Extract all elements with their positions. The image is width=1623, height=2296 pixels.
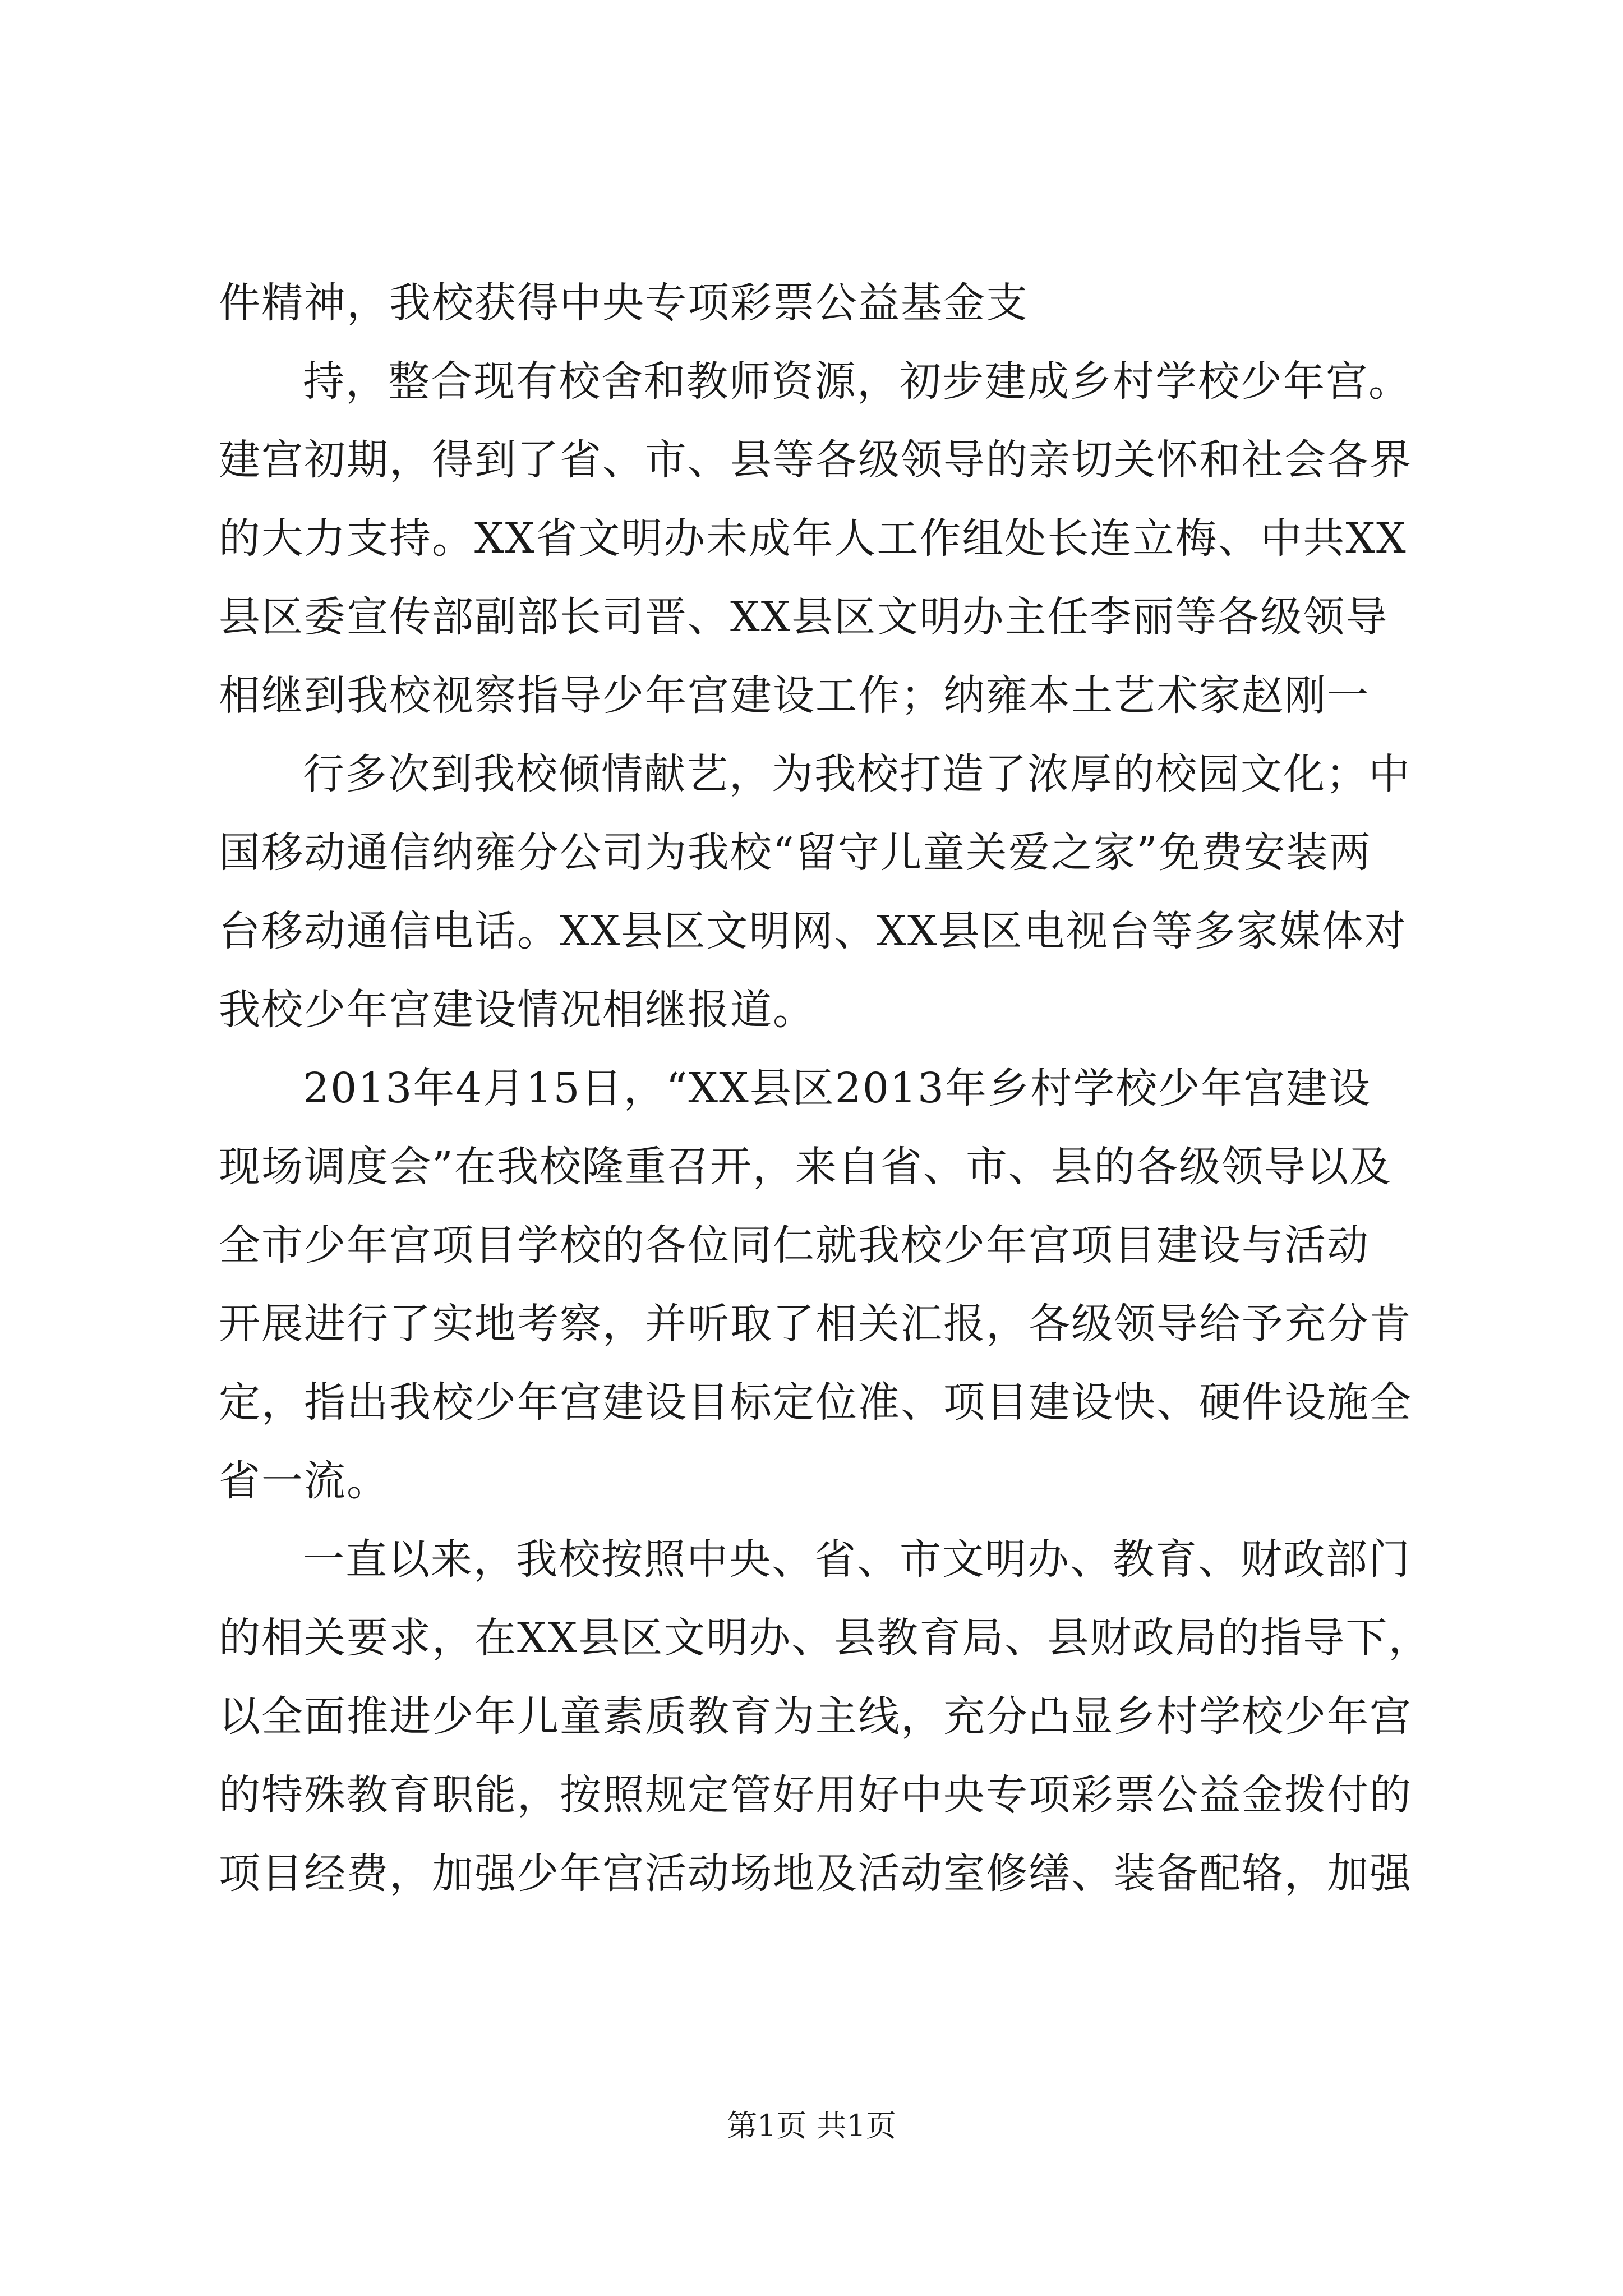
text-line: 的大力支持。XX省文明办未成年人工作组处长连立梅、中共XX [219, 514, 1407, 563]
text-line: 行多次到我校倾情献艺，为我校打造了浓厚的校园文化；中 [303, 750, 1411, 798]
text-line: 2013年4月15日，“XX县区2013年乡村学校少年宫建设 [303, 1064, 1372, 1112]
text-line: 县区委宣传部副部长司晋、XX县区文明办主任李丽等各级领导 [219, 593, 1389, 641]
page-number: 第1页 共1页 [727, 2108, 896, 2143]
page-footer [0, 2106, 1623, 2146]
text-line: 省一流。 [219, 1457, 389, 1505]
text-line: 项目经费，加强少年宫活动场地及活动室修缮、装备配辂，加强 [219, 1849, 1412, 1898]
text-line: 全市少年宫项目学校的各位同仁就我校少年宫项目建设与活动 [219, 1221, 1370, 1269]
text-line: 的特殊教育职能，按照规定管好用好中央专项彩票公益金拨付的 [219, 1771, 1412, 1819]
document-body [219, 264, 1441, 1913]
text-line: 以全面推进少年儿童素质教育为主线，充分凸显乡村学校少年宫 [219, 1692, 1412, 1741]
text-line: 的相关要求，在XX县区文明办、县教育局、县财政局的指导下， [219, 1614, 1431, 1662]
text-line: 开展进行了实地考察，并听取了相关汇报，各级领导给予充分肯 [219, 1300, 1412, 1348]
text-line: 相继到我校视察指导少年宫建设工作；纳雍本土艺术家赵刚一 [219, 671, 1370, 720]
text-line: 持，整合现有校舍和教师资源，初步建成乡村学校少年宫。 [303, 357, 1411, 406]
text-line: 台移动通信电话。XX县区文明网、XX县区电视台等多家媒体对 [219, 907, 1407, 955]
text-line: 现场调度会”在我校隆重召开，来自省、市、县的各级领导以及 [219, 1143, 1392, 1191]
text-line: 国移动通信纳雍分公司为我校“留守儿童关爱之家”免费安装两 [219, 829, 1372, 877]
text-line: 建宫初期，得到了省、市、县等各级领导的亲切关怀和社会各界 [219, 436, 1412, 484]
text-line: 定，指出我校少年宫建设目标定位准、项目建设快、硬件设施全 [219, 1378, 1412, 1427]
text-line: 件精神，我校获得中央专项彩票公益基金支 [219, 279, 1029, 327]
text-line: 一直以来，我校按照中央、省、市文明办、教育、财政部门 [303, 1535, 1411, 1584]
text-line: 我校少年宫建设情况相继报道。 [219, 986, 815, 1034]
